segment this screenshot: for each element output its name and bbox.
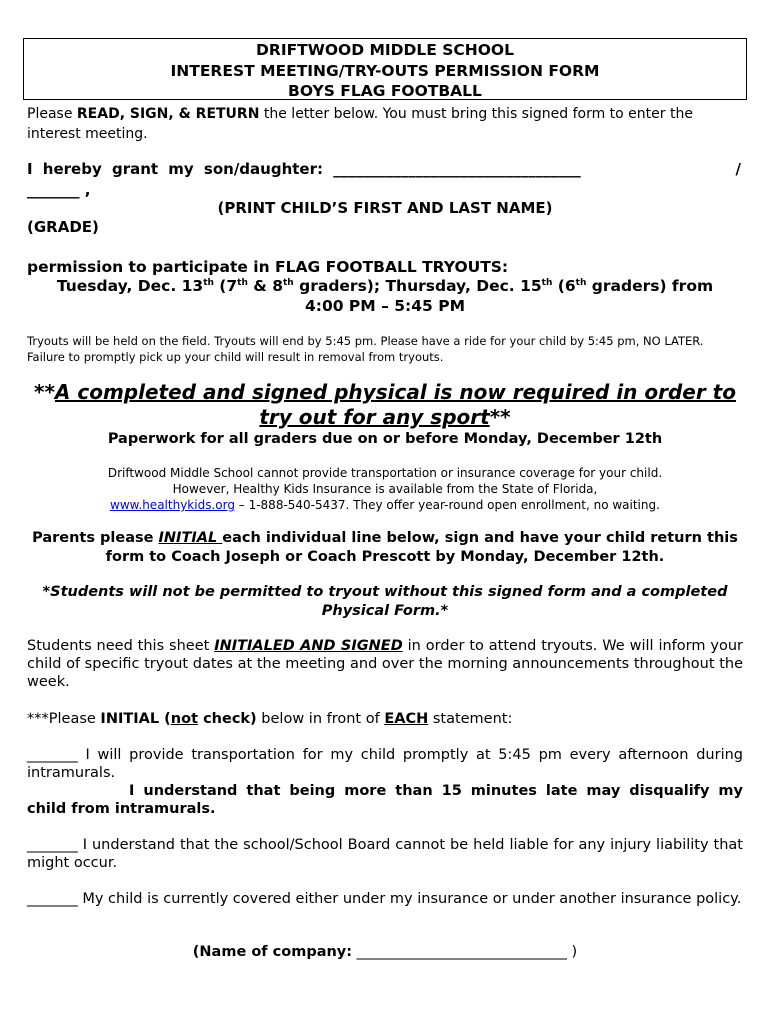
- students-warning: *Students will not be permitted to tryout without this signed form and a completed Physical Form.*: [42, 584, 728, 619]
- grade-blank: _______ ,: [27, 181, 91, 199]
- read-sign-return: READ, SIGN, & RETURN: [76, 106, 260, 122]
- school-name: DRIFTWOOD MIDDLE SCHOOL: [256, 41, 514, 59]
- tryout-dates: Tuesday, Dec. 13th (7th & 8th graders); Thursday, Dec. 15th (6th graders) from: [56, 277, 714, 295]
- grade-label: (GRADE): [27, 218, 99, 236]
- grant-slash: /: [735, 160, 741, 178]
- form-title: INTEREST MEETING/TRY-OUTS PERMISSION FORM: [170, 61, 600, 80]
- parents-instructions: Parents please INITIAL each individual line below, sign and have your child return this form to Coach Joseph or Coach Prescott by Monday, December 12th.: [32, 530, 738, 565]
- company-label: (Name of company:: [192, 944, 353, 960]
- initial-instructions: ***Please INITIAL (not check) below in front of EACH statement:: [27, 711, 513, 727]
- students-need-paragraph: Students need this sheet INITIALED AND SIGNED in order to attend tryouts. We will inform your child of specific tryout dates at the meeting and over the morning announcements throughout the week.: [27, 638, 743, 690]
- form-header: [23, 38, 747, 100]
- print-name-label: (PRINT CHILD’S FIRST AND LAST NAME): [217, 199, 553, 217]
- sport-title: BOYS FLAG FOOTBALL: [288, 82, 482, 100]
- intro-paragraph: Please READ, SIGN, & RETURN the letter below. You must bring this signed form to enter the interest meeting.: [27, 106, 693, 142]
- grant-line: I hereby grant my son/daughter: _________________________________ /: [27, 160, 741, 178]
- insurance-notice: Driftwood Middle School cannot provide transportation or insurance coverage for your child. However, Healthy Kids Insurance is available from the State of Florida, www.healthykids.org – 1-888-540-5437. They offer year-round open enrollment, no waiting.: [107, 466, 663, 512]
- physical-required-notice: **A completed and signed physical is now required in order to try out for any sport**: [34, 380, 736, 429]
- company-name-line: (Name of company: _____________________________ ): [192, 944, 578, 960]
- permission-line: permission to participate in FLAG FOOTBALL TRYOUTS:: [27, 258, 509, 276]
- company-blank: _____________________________: [352, 944, 567, 960]
- tryout-time: 4:00 PM – 5:45 PM: [304, 297, 465, 315]
- late-warning: I understand that being more than 15 minutes late may disqualify my child from intramurals.: [27, 783, 743, 817]
- paperwork-deadline: Paperwork for all graders due on or before Monday, December 12th: [107, 431, 663, 447]
- statement-transportation: _______ I will provide transportation for my child promptly at 5:45 pm every afternoon during intramurals.: [27, 747, 743, 781]
- statement-insurance: _______ My child is currently covered either under my insurance or under another insurance policy.: [27, 891, 742, 907]
- healthykids-link[interactable]: www.healthykids.org: [110, 498, 235, 512]
- statement-liability: _______ I understand that the school/School Board cannot be held liable for any injury liability that might occur.: [27, 837, 743, 871]
- tryout-note: Tryouts will be held on the field. Tryouts will end by 5:45 pm. Please have a ride for your child by 5:45 pm, NO LATER. Failure to promptly pick up your child will result in removal from tryouts.: [27, 334, 704, 364]
